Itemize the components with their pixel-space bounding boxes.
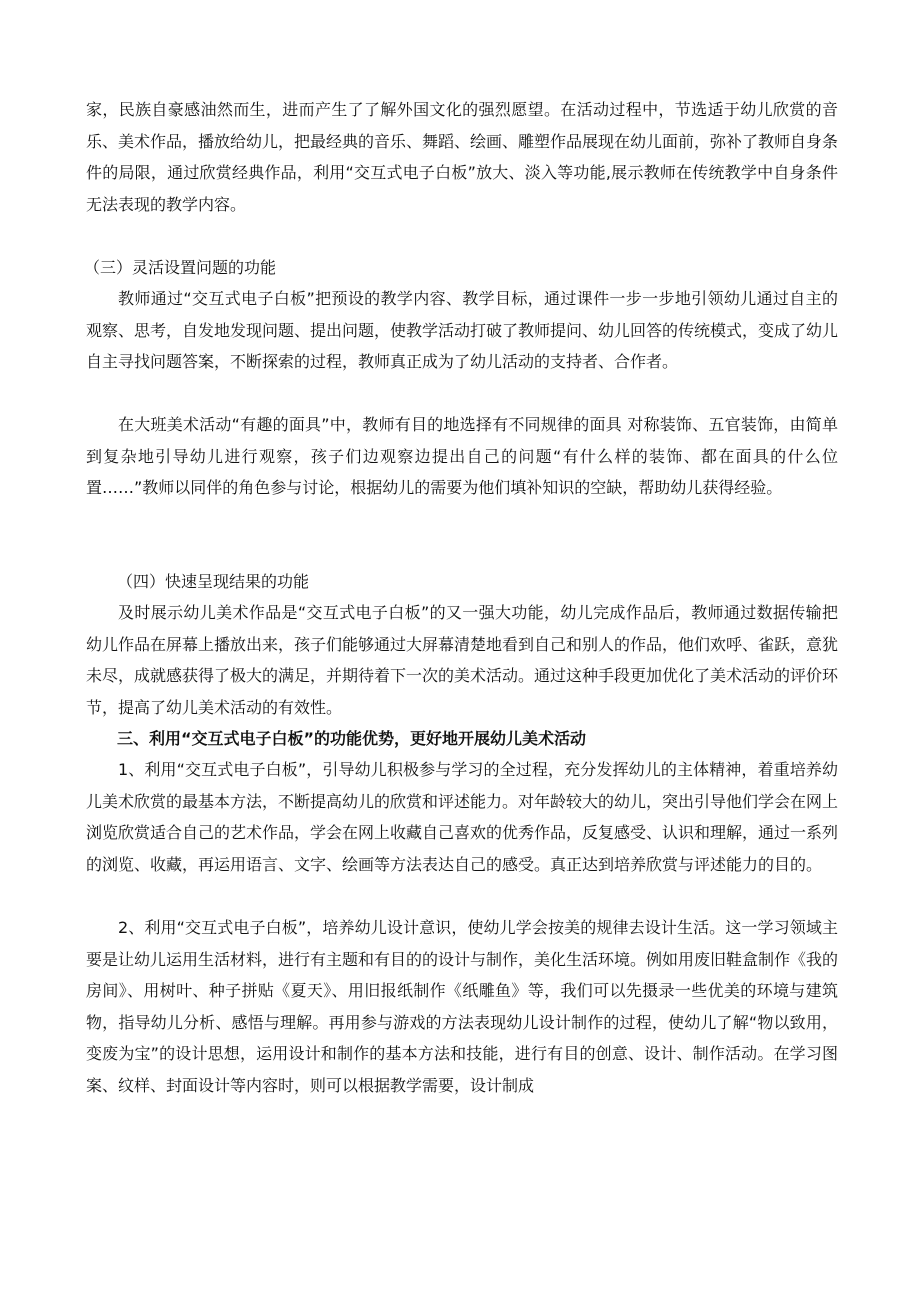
subheading-fast-results: （四）快速呈现结果的功能 [117,572,310,591]
section-heading-advantages: 三、利用“交互式电子白板”的功能优势，更好地开展幼儿美术活动 [117,729,587,748]
paragraph-teacher-guidance: 教师通过“交互式电子白板”把预设的教学内容、教学目标，通过课件一步一步地引领幼儿通过自主的观察、思考，自发地发现问题、提出问题，使教学活动打破了教师提问、幼儿回答的传统模式，变成了幼儿自主寻找问题答案，不断探索的过程，教师真正成为了幼儿活动的支持者、合作者。 [86,289,839,371]
paragraph-mask-activity: 在大班美术活动“有趣的面具”中，教师有目的地选择有不同规律的面具 对称装饰、五官装饰，由简单到复杂地引导幼儿进行观察，孩子们边观察边提出自己的问题“有什么样的装饰、都在面具的什么位置……”教师以同伴的角色参与讨论，根据幼儿的需要为他们填补知识的空缺，帮助幼儿获得经验。 [86,415,838,497]
paragraph-appreciation-ability: 1、利用“交互式电子白板”，引导幼儿积极参与学习的全过程，充分发挥幼儿的主体精神，着重培养幼儿美术欣赏的最基本方法，不断提高幼儿的欣赏和评述能力。对年龄较大的幼儿，突出引导他们学会在网上浏览欣赏适合自己的艺术作品，学会在网上收藏自己喜欢的优秀作品，反复感受、认识和理解，通过一系列的浏览、收藏，再运用语言、文字、绘画等方法表达自己的感受。真正达到培养欣赏与评述能力的目的。 [86,760,839,874]
paragraph-foreign-culture: 家，民族自豪感油然而生，进而产生了了解外国文化的强烈愿望。在活动过程中，节选适于幼儿欣赏的音乐、美术作品，播放给幼儿，把最经典的音乐、舞蹈、绘画、雕塑作品展现在幼儿面前，弥补了教师自身条件的局限，通过欣赏经典作品，利用“交互式电子白板”放大、淡入等功能,展示教师在传统教学中自身条件无法表现的教学内容。 [86,100,839,214]
subheading-flexible-questions: （三）灵活设置问题的功能 [84,258,277,277]
paragraph-display-works: 及时展示幼儿美术作品是“交互式电子白板”的又一强大功能，幼儿完成作品后，教师通过数据传输把幼儿作品在屏幕上播放出来，孩子们能够通过大屏幕清楚地看到自己和别人的作品，他们欢呼、雀跃，意犹未尽，成就感获得了极大的满足，并期待着下一次的美术活动。通过这种手段更加优化了美术活动的评价环节，提高了幼儿美术活动的有效性。 [86,603,839,717]
paragraph-design-awareness: 2、利用“交互式电子白板”，培养幼儿设计意识，使幼儿学会按美的规律去设计生活。这一学习领域主要是让幼儿运用生活材料，进行有主题和有目的的设计与制作，美化生活环境。例如用废旧鞋盒制作《我的房间》、用树叶、种子拼贴《夏天》、用旧报纸制作《纸雕鱼》等，我们可以先摄录一些优美的环境与建筑物，指导幼儿分析、感悟与理解。再用参与游戏的方法表现幼儿设计制作的过程，使幼儿了解“物以致用，变废为宝”的设计思想，运用设计和制作的基本方法和技能，进行有目的创意、设计、制作活动。在学习图案、纹样、封面设计等内容时，则可以根据教学需要，设计制成 [86,918,839,1095]
